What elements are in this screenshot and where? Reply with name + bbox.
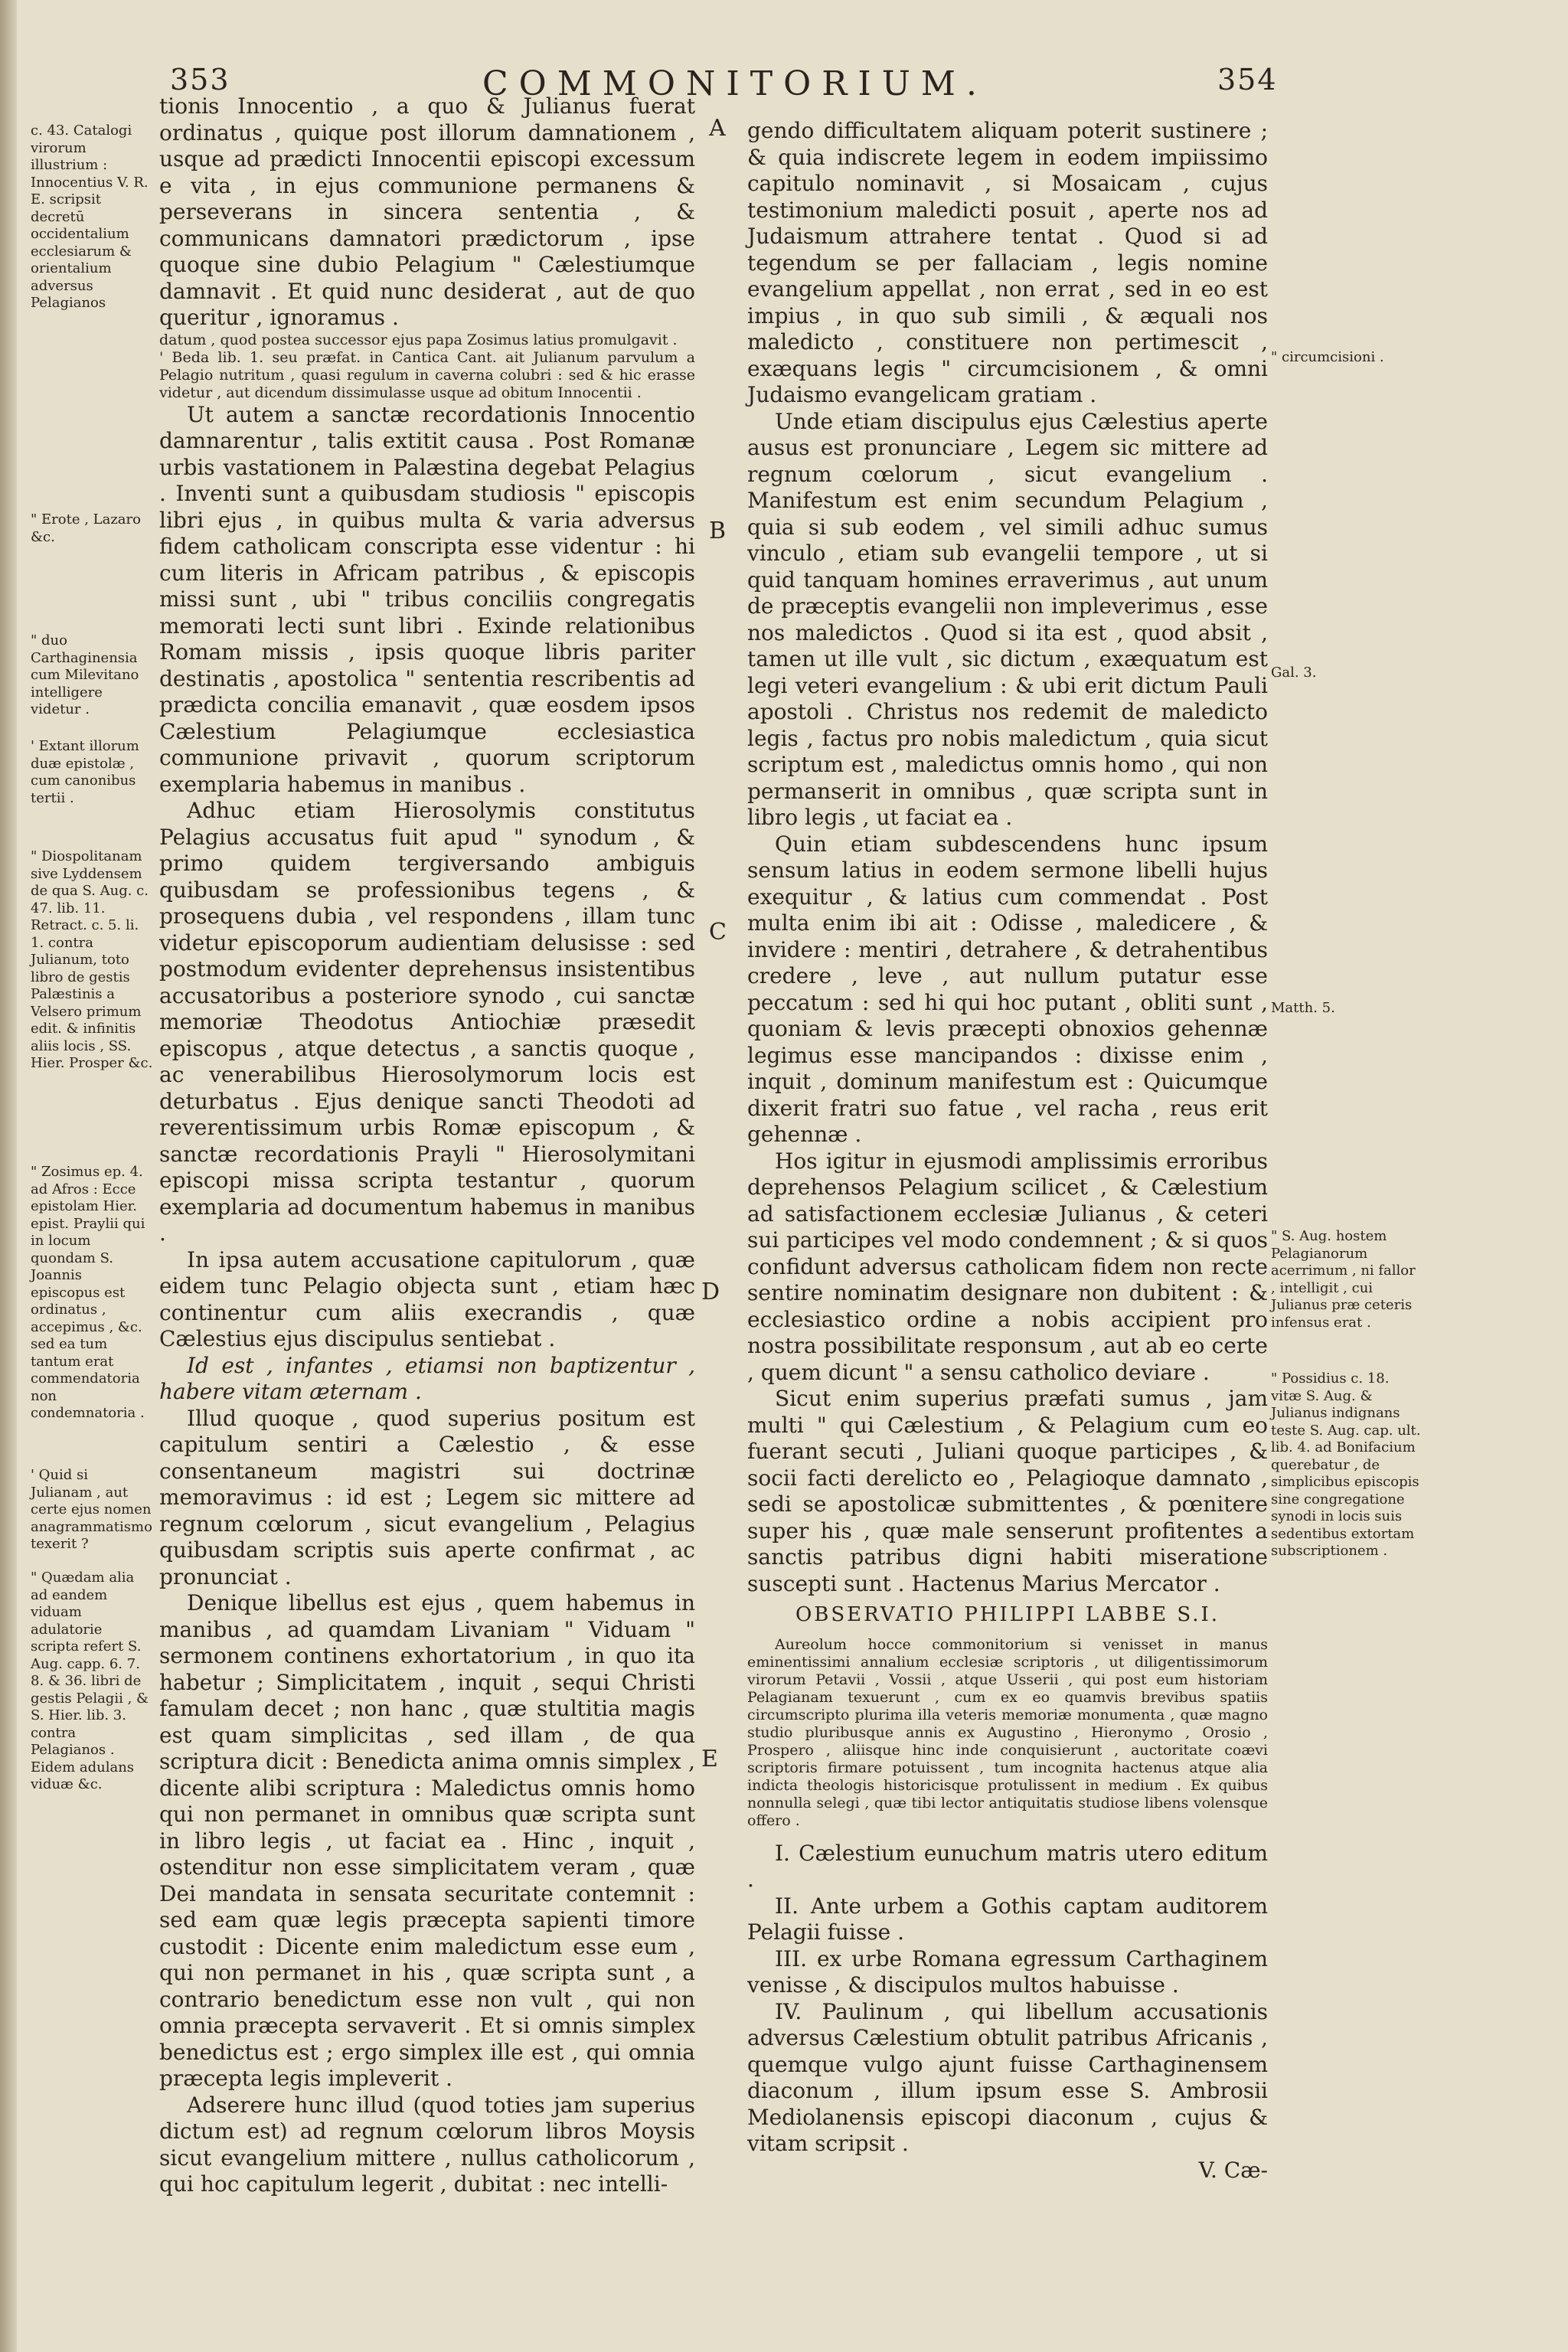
margin-note-left: " Diospolitanam sive Lyddensem de qua S. Aug. c. 47. lib. 11. Retract. c. 5. li. 1. contra Julianum, toto libro de gestis Palæstinis a Velsero primum edit. & infinitis aliis locis , SS. Hier. Prosper &c. [31,848,153,1071]
book-gutter [0,0,17,2352]
paragraph: gendo difficultatem aliquam poterit sustinere ; & quia indiscrete legem in eodem impiissimo capitulo nominavit , si Mosaicam , cujus testimonium maledicti posuit , aperte nos ad Judaismum attrahere tentat . Quod si ad tegendum se per fallaciam , legis nomine evangelium appellat , non errat , sed in eo est impius , in quo sub simili , & æquali nos maledicto , constituere non pertimescit , exæquans legis " circumcisionem , & omni Judaismo evangelicam gratiam . [747,118,1268,407]
paragraph: Sicut enim superius præfati sumus , jam multi " qui Cælestium , & Pelagium cum eo fuerant secuti , Juliani quoque participes , & socii facti derelicto eo , Pelagioque damnato , sedi se apostolicæ submittentes , & pœnitere super his , quæ male senserunt profitentes a sanctis patribus digni habiti miseratione suscepti sunt . Hactenus Marius Mercator . [747,1386,1268,1596]
paragraph: In ipsa autem accusatione capitulorum , quæ eidem tunc Pelagio objecta sunt , etiam hæc continentur cum aliis execrandis , quæ Cælestius ejus discipulus sentiebat . [159,1246,695,1351]
section-letter-a: A [709,115,726,142]
margin-note-left: ' Quid si Julianam , aut certe ejus nomen anagrammatismo texerit ? [31,1467,152,1552]
list-item: I. Cælestium eunuchum matris utero editum . [747,1840,1268,1892]
margin-note-right: " S. Aug. hostem Pelagianorum acerrimum , ni fallor , intelligit , cui Julianus præ ceteris infensus erat . [1271,1228,1416,1331]
margin-note-left: " Quædam alia ad eandem viduam adulatorie scripta refert S. Aug. capp. 6. 7. 8. & 36. libri de gestis Pelagii , & S. Hier. lib. 3. contra Pelagianos . Eidem adulans viduæ &c. [31,1570,149,1792]
margin-note-left: c. 43. Catalogi virorum illustrium : Innocentius V. R. E. scripsit decretū occidentalium ecclesiarum & orientalium adversus Pelagianos [31,122,149,311]
paragraph: Hos igitur in ejusmodi amplissimis erroribus deprehensos Pelagium scilicet , & Cælestium ad satisfactionem ecclesiæ Julianus , & ceteri sui participes vel modo condemnent ; & si quos confidunt adversus catholicam fidem non recte sentire nominatim designare non dubitent : & ecclesiastico ordine a nobis accipient pro nostra possibilitate responsum , aut ab eo certe , quem dicunt " a sensu catholico deviare . [747,1148,1268,1385]
footnote-beda: ' Beda lib. 1. seu præfat. in Cantica Cant. ait Julianum parvulum a Pelagio nutritum , quasi regulum in caverna colubri : sed & hic erasse videtur , aut dicendum dissimulasse usque ad obitum Innocentii . [159,348,695,401]
section-letter-d: D [701,1279,720,1305]
margin-note-left: " Erote , Lazaro &c. [31,511,141,545]
section-letter-b: B [709,518,727,544]
paragraph-italic-quote: Id est , infantes , etiamsi non baptizentur , habere vitam æternam . [159,1352,695,1404]
paragraph: Ut autem a sanctæ recordationis Innocentio damnarentur , talis extitit causa . Post Romanæ urbis vastationem in Palæstina degebat Pelagius . Inventi sunt a quibusdam studiosis " episcopis libri ejus , in quibus multa & varia adversus fidem catholicam conscripta esse videntur : hi cum literis in Africam patribus , & episcopis missi sunt , ubi " tribus conciliis congregatis memorati lecti sunt libri . Exinde relationibus Romam missis , ipsis quoque libris pariter destinatis , apostolica " sententia rescribentis ad prædicta concilia emanavit , quæ eosdem ipsos Cælestium Pelagiumque ecclesiastica communione privavit , quorum scriptorum exemplaria habemus in manibus . [159,401,695,797]
margin-note-right: " circumcisioni . [1271,349,1384,365]
list-item: IV. Paulinum , qui libellum accusationis adversus Cælestium obtulit patribus Africanis , quemque vulgo ajunt fuisse Carthaginensem diaconum , illum ipsum esse S. Ambrosii Mediolanensis episcopi diaconum , cujus & vitam scripsit . [747,1998,1268,2156]
margin-note-left: ' Extant illorum duæ epistolæ , cum canonibus tertii . [31,738,139,806]
paragraph: Illud quoque , quod superius positum est capitulum sentiri a Cælestio , & esse consentaneum magistri sui doctrinæ memoravimus : id est ; Legem sic mittere ad regnum cœlorum , sicut evangelium , Pelagius quibusdam scriptis suis aperte confirmat , ac pronunciat . [159,1405,695,1589]
numbered-list [747,1841,1268,2158]
observatio-heading: OBSERVATIO PHILIPPI LABBE S.I. [795,1603,1220,1626]
running-title: COMMONITORIUM. [482,64,988,103]
footnote-line: datum , quod postea successor ejus papa Zosimus latius promulgavit . [159,331,678,348]
margin-note-left: " Zosimus ep. 4. ad Afros : Ecce epistolam Hier. epist. Praylii qui in locum quondam S. Joannis episcopus est ordinatus , accepimus , &c. sed ea tum tantum erat commendatoria non condemnatoria . [31,1164,145,1421]
paragraph: tionis Innocentio , a quo & Julianus fuerat ordinatus , quique post illorum damnationem , usque ad prædicti Innocentii episcopi excessum e vita , in ejus communione permanens & perseverans in sincera sententia , & communicans damnatori prædictorum , ipse quoque sine dubio Pelagium " Cælestiumque damnavit . Et quid nunc desiderat , aut de quo queritur , ignoramus . [159,93,695,330]
list-item: III. ex urbe Romana egressum Carthaginem venisse , & discipulos multos habuisse . [747,1945,1268,1998]
margin-note-right: Gal. 3. [1271,665,1317,681]
margin-note-left: " duo Carthaginensia cum Milevitano intelligere videtur . [31,632,139,717]
paragraph: Adhuc etiam Hierosolymis constitutus Pelagius accusatus fuit apud " synodum , & primo quidem tergiversando ambiguis quibusdam se professionibus tegens , & prosequens dubia , vel respondens , illam tunc videtur episcoporum audientiam delusisse : sed postmodum evidenter deprehensus insistentibus accusatoribus a posteriore synodo , cui sanctæ memoriæ Theodotus Antiochiæ præsedit episcopus , atque detectus , a sanctis quoque , ac venerabilibus Hierosolymorum locis est deturbatus . Ejus denique sancti Theodoti ad reverentissimum urbis Romæ episcopum , & sanctæ recordationis Prayli " Hierosolymitani episcopi missa scripta testantur , quorum exemplaria ad documentum habemus in manibus . [159,798,695,1246]
paragraph: Denique libellus est ejus , quem habemus in manibus , ad quamdam Livaniam " Viduam " sermonem continens exhortatorium , in quo ita habetur ; Simplicitatem , inquit , sequi Christi famulam decet ; non hanc , quæ stultitia magis est quam simplicitas , sed illam , de qua scriptura dicit : Benedicta anima omnis simplex , dicente alibi scriptura : Maledictus omnis homo qui non permanet in omnibus quæ scripta sunt in libro legis , ut faciat ea . Hinc , inquit , ostenditur non esse simplicitatem veram , quæ Dei mandata in sensata securitate contemnit : sed eam quæ legis præcepta sapienti timore custodit : Dicente enim maledictum esse eum , qui non permanet in his , quæ scripta sunt , a contrario benedictum esse non vult , qui non omnia præcepta servaverit . Et si omnis simplex benedictus est ; ergo simplex ille est , qui omnia præcepta legis impleverit . [159,1590,695,2091]
list-item: II. Ante urbem a Gothis captam auditorem Pelagii fuisse . [747,1893,1268,1945]
page-number-left: 353 [170,63,230,96]
margin-note-right: Matth. 5. [1271,1000,1335,1016]
section-letter-c: C [709,919,727,946]
catchword: V. Cæ- [1198,2157,1268,2183]
left-column [159,93,695,2198]
right-column [747,118,1268,2184]
margin-note-right: " Possidius c. 18. vitæ S. Aug. & Julianus indignans teste S. Aug. cap. ult. lib. 4. ad Bonifacium querebatur , de simplicibus episcopis sine congregatione synodi in locis suis sedentibus extortam subscriptionem . [1271,1370,1421,1559]
observatio-text: Aureolum hocce commonitorium si venisset in manus eminentissimi annalium ecclesiæ scriptoris , ut diligentissimorum virorum Petavii , Vossii , atque Usserii , qui post eum historiam Pelagianam texuerunt , cum ex eo quamvis brevibus spatiis circumscripto plurima illa veteris memoriæ monumenta , quæ magno studio pluribusque annis ex Augustino , Hieronymo , Orosio , Prospero , aliisque hinc inde conquisierunt , auctoritate coævi scriptoris firmare potuissent , tum incognita hactenus atque alia indicta theologis historicisque protulissent in medium . Ex quibus nonnulla selegi , quæ tibi lector antiquitatis studiose libens volensque offero . [747,1635,1268,1829]
page-number-right: 354 [1217,63,1278,96]
paragraph: Adserere hunc illud (quod toties jam superius dictum est) ad regnum cœlorum libros Moysis sicut evangelium mittere , nullus catholicorum , qui hoc capitulum legerit , dubitat : nec intelli- [159,2092,695,2197]
paragraph: Quin etiam subdescendens hunc ipsum sensum latius in eodem sermone libelli hujus exequitur , & latius cum commendat . Post multa enim ibi ait : Odisse , maledicere , & invidere : mentiri , detrahere , & detrahentibus credere , leve , aut nullum putatur esse peccatum : sed hi qui hoc putant , obliti sunt , quoniam & levis præcepti obnoxios gehennæ legimus esse mancipandos : dixisse enim , inquit , dominum manifestum est : Quicumque dixerit fratri suo fatue , vel racha , reus erit gehennæ . [747,831,1268,1147]
paragraph: Unde etiam discipulus ejus Cælestius aperte ausus est pronunciare , Legem sic mittere ad regnum cœlorum , sicut evangelium . Manifestum est enim secundum Pelagium , quia si sub eodem , vel simili adhuc sumus vinculo , etiam sub evangelii tempore , ut si quid tanquam homines erraverimus , aut unum de præceptis evangelii non impleverimus , esse nos maledictos . Quod si ita est , quod absit , tamen ut ille vult , sic dictum , exæquatum est legi veteri evangelium : & ubi erit dictum Pauli apostoli . Christus nos redemit de maledicto legis , factus pro nobis maledictum , quia sicut scriptum est , maledictus omnis homo , qui non permanserit in omnibus , quæ scripta sunt in libro legis , ut faciat ea . [747,408,1268,830]
section-letter-e: E [701,1746,718,1772]
